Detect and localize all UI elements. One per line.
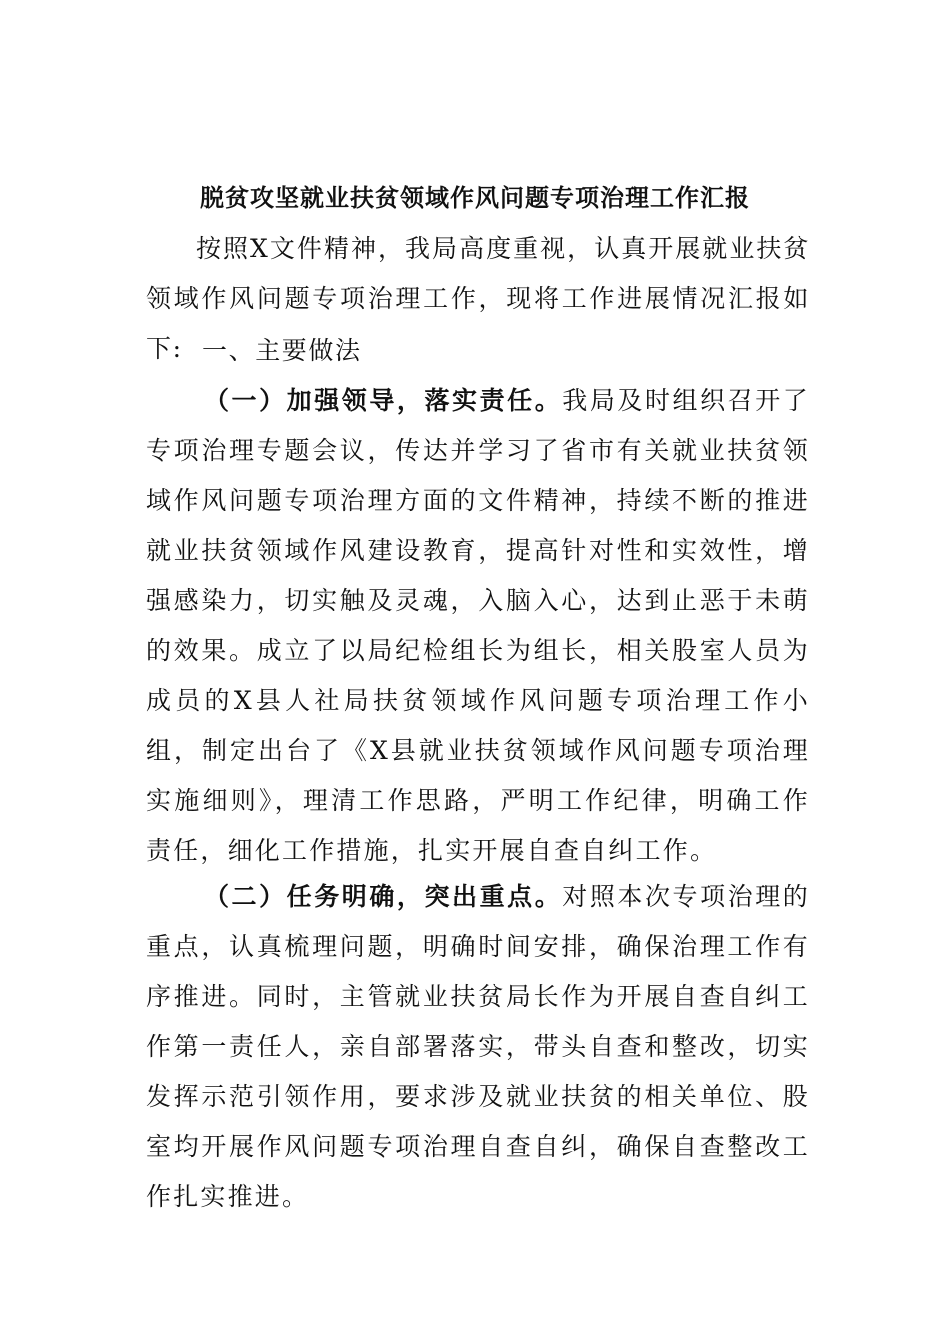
paragraph-2 bbox=[146, 872, 810, 1222]
paragraph-1 bbox=[146, 376, 810, 876]
paragraph-1-lead: （一）加强领导，落实责任。 bbox=[204, 386, 563, 415]
intro-paragraph: 按照X文件精神，我局高度重视，认真开展就业扶贫领域作风问题专项治理工作，现将工作进展情况汇报如下: bbox=[146, 234, 810, 363]
paragraph-1-text: 我局及时组织召开了专项治理专题会议，传达并学习了省市有关就业扶贫领域作风问题专项治理方面的文件精神，持续不断的推进就业扶贫领域作风建设教育，提高针对性和实效性，增强感染力，切实触及灵魂，入脑入心，达到止恶于未萌的效果。成立了以局纪检组长为组长，相关股室人员为成员的X县人社局扶贫领域作风问题专项治理工作小组，制定出台了《X县就业扶贫领域作风问题专项治理实施细则》，理清工作思路，严明工作纪律，明确工作责任，细化工作措施，扎实开展自查自纠工作。 bbox=[146, 386, 810, 865]
document-title: 脱贫攻坚就业扶贫领域作风问题专项治理工作汇报 bbox=[200, 183, 750, 212]
paragraph-2-text: 对照本次专项治理的重点，认真梳理问题，明确时间安排，确保治理工作有序推进。同时，主管就业扶贫局长作为开展自查自纠工作第一责任人，亲自部署落实，带头自查和整改，切实发挥示范引领作用，要求涉及就业扶贫的相关单位、股室均开展作风问题专项治理自查自纠，确保自查整改工作扎实推进。 bbox=[146, 882, 810, 1211]
section-heading: 一、主要做法 bbox=[202, 336, 362, 365]
paragraph-2-lead: （二）任务明确，突出重点。 bbox=[204, 882, 563, 911]
